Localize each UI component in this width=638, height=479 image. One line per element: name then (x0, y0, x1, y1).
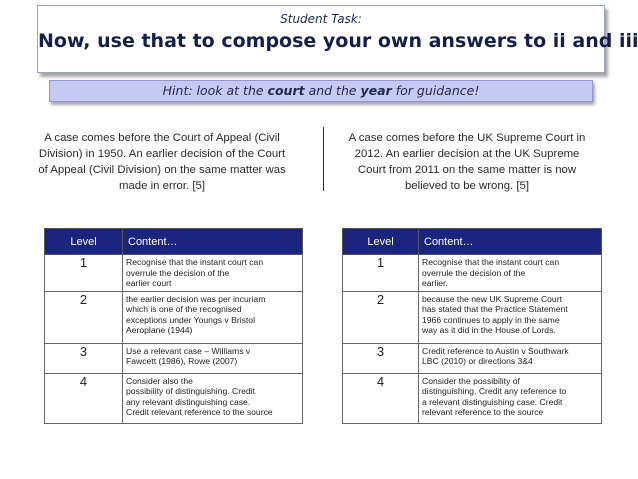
level-column-header: Level (45, 229, 123, 255)
content-cell: Recognise that the instant court can overrule the decision of the earlier. (419, 255, 602, 292)
hint-keyword-year: year (360, 83, 392, 98)
content-column-header: Content… (419, 229, 602, 255)
table-header-row (45, 229, 303, 255)
table-row (343, 291, 602, 343)
content-cell: the earlier decision was per incuriam which is one of the recognised exceptions under Youngs v Bristol Aeroplane (1944) (123, 291, 303, 343)
table-row (45, 343, 303, 373)
content-cell: Recognise that the instant court can overrule the decision of the earlier court (123, 255, 303, 292)
table-row (45, 291, 303, 343)
content-cell: Use a relevant case – Williams v Fawcett (1986), Rowe (2007) (123, 343, 303, 373)
content-column-header: Content… (123, 229, 303, 255)
table-row (343, 373, 602, 423)
content-cell: Consider also the possibility of distinguishing. Credit any relevant distinguishing case. Credit relevant reference to the source (123, 373, 303, 423)
mark-scheme-table-right (342, 228, 602, 424)
question-right: A case comes before the UK Supreme Court in 2012. An earlier decision at the UK Supreme Court from 2011 on the same matter is now believed to be wrong. [5] (348, 132, 586, 192)
table-header-row (343, 229, 602, 255)
level-cell: 3 (45, 343, 123, 373)
level-cell: 4 (343, 373, 419, 423)
level-cell: 1 (45, 255, 123, 292)
hint-keyword-court: court (267, 83, 305, 98)
level-cell: 2 (45, 291, 123, 343)
title-box (37, 5, 638, 73)
mark-scheme-table-left (44, 228, 303, 424)
hint-middle: and the (304, 83, 361, 98)
task-subtitle: Student Task: (280, 12, 362, 26)
content-cell: because the new UK Supreme Court has stated that the Practice Statement 1966 continues to apply in the same way as it did in the House of Lords. (419, 291, 602, 343)
page-title: Now, use that to compose your own answers to ii and iii (38, 30, 638, 52)
content-cell: Credit reference to Austin v Southwark LBC (2010) or directions 3&4 (419, 343, 602, 373)
level-cell: 2 (343, 291, 419, 343)
hint-prefix: Hint: look at the (162, 83, 268, 98)
table-row (45, 373, 303, 423)
table-row (343, 343, 602, 373)
level-cell: 1 (343, 255, 419, 292)
hint-box (49, 80, 593, 102)
question-left: A case comes before the Court of Appeal (Civil Division) in 1950. An earlier decision of the Court of Appeal (Civil Division) on the same matter was made in error. [5] (38, 132, 286, 192)
table-row (45, 255, 303, 292)
content-cell: Consider the possibility of distinguishing. Credit any reference to a relevant distinguishing case. Credit relevant reference to the source (419, 373, 602, 423)
table-row (343, 255, 602, 292)
level-column-header: Level (343, 229, 419, 255)
hint-suffix: for guidance! (391, 83, 480, 98)
level-cell: 3 (343, 343, 419, 373)
level-cell: 4 (45, 373, 123, 423)
column-divider (323, 127, 324, 191)
